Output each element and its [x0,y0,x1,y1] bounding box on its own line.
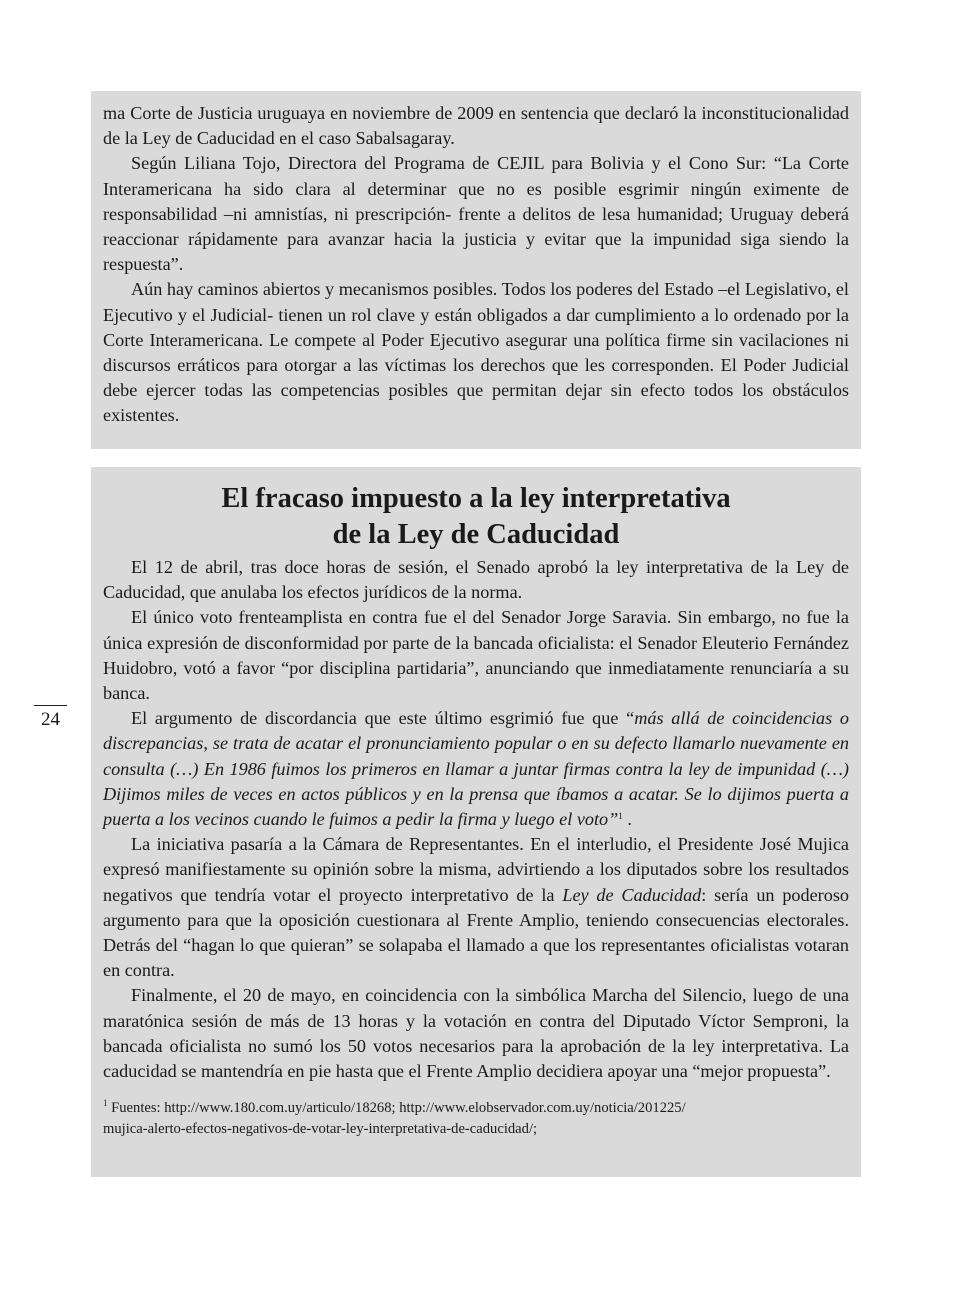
article-box [91,467,861,1177]
paragraph: Aún hay caminos abiertos y mecanismos posibles. Todos los poderes del Estado –el Legislativo, el Ejecutivo y el Judicial- tienen un rol clave y están obligados a dar cumplimiento a lo ordenado por la Corte Interamericana. Le compete al Poder Ejecutivo asegurar una política firme sin vacilaciones ni discursos erráticos para otorgar a las víctimas los derechos que les corresponden. El Poder Judicial debe ejercer todas las competencias posibles que permitan dejar sin efecto todos los obstáculos existentes. [103,279,849,426]
paragraph-text: : sería un poderoso argumento para que la oposición cuestionara al Frente Amplio, teniendo consecuencias electorales. Detrás del “hagan lo que quieran” se solapaba el llamado a que los representantes oficialistas votaran en contra. [103,884,850,981]
article-title-line-2: de la Ley de Caducidad [332,519,620,550]
paragraph [103,832,849,983]
paragraph: El único voto frenteamplista en contra fue el del Senador Jorge Saravia. Sin embargo, no fue la única expresión de disconformidad por parte de la bancada oficialista: el Senador Eleuterio Fernández Huidobro, votó a favor “por disciplina partidaria”, anunciando que inmediatamente renunciaría a su banca. [103,607,849,704]
article-title [103,481,849,553]
paragraph: Finalmente, el 20 de mayo, en coincidencia con la simbólica Marcha del Silencio, luego de una maratónica sesión de más de 13 horas y la votación en contra del Diputado Víctor Semproni, la bancada oficialista no sumó los 50 votos necesarios para la aprobación de la ley interpretativa. La caducidad se mantendría en pie hasta que el Frente Amplio decidiera apoyar una “mejor propuesta”. [103,985,849,1082]
footnote-line-2: mujica-alerto-efectos-negativos-de-votar-ley-interpretativa-de-caducidad/; [103,1121,538,1138]
footnote-reference: 1 [618,811,623,822]
paragraph: Según Liliana Tojo, Directora del Programa de CEJIL para Bolivia y el Cono Sur: “La Corte Interamericana ha sido clara al determinar que no es posible esgrimir ningún eximente de responsabilidad –ni amnistías, ni prescripción- frente a delitos de lesa humanidad; Uruguay deberá reaccionar rápidamente para avanzar hacia la justicia y evitar que la impunidad siga siendo la respuesta”. [103,153,849,275]
paragraph: El 12 de abril, tras doce horas de sesión, el Senado aprobó la ley interpretativa de la Ley de Caducidad, que anulaba los efectos jurídicos de la norma. [103,557,849,603]
footnote-line-1: Fuentes: http://www.180.com.uy/articulo/18268; http://www.elobservador.com.uy/noticia/201225/ [107,1100,686,1117]
page-number-rule [34,705,67,706]
quote-text: más allá de coincidencias o discrepancias, se trata de acatar el pronunciamiento popular o en su defecto llamarlo nuevamente en consulta (…) En 1986 fuimos los primeros en llamar a juntar firmas contra la ley de impunidad (…) Dijimos miles de veces en actos públicos y en la prensa que íbamos a acatar. Se lo dijimos puerta a puerta a los vecinos cuando le fuimos a pedir la firma y luego el voto [103,708,849,830]
footnote [103,1098,849,1140]
paragraph: ma Corte de Justicia uruguaya en noviembre de 2009 en sentencia que declaró la inconstitucionalidad de la Ley de Caducidad en el caso Sabalsagaray. [103,103,849,149]
page-number: 24 [41,709,60,730]
law-name: Ley de Caducidad [562,884,702,905]
quote-intro: El argumento de discordancia que este último esgrimió fue que “ [131,708,635,729]
paragraph-quote [103,706,849,832]
paragraph-text: La iniciativa pasaría a la Cámara de Representantes. En el interludio, el Presidente José Mujica expresó manifiestamente su opinión sobre la misma, advirtiendo a los diputados sobre los resultados negativos que tendría votar el proyecto interpretativo de la [103,834,849,905]
quote-end: . [622,809,632,830]
previous-section-box [91,91,861,449]
quote-close: ” [608,809,619,830]
article-title-line-1: El fracaso impuesto a la ley interpretativa [221,483,731,514]
footnote-number: 1 [103,1098,108,1109]
